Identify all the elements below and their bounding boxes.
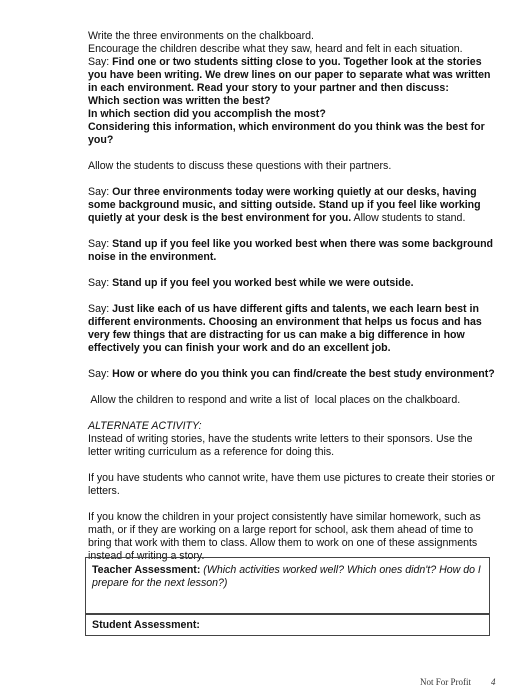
say-paragraph: Say: Stand up if you feel you worked best while we were outside.	[88, 277, 414, 289]
intro-line: Write the three environments on the chalkboard.	[88, 30, 314, 42]
alternate-paragraph: If you have students who cannot write, have them use pictures to create their stories or letters.	[88, 472, 495, 497]
instruction-paragraph: Allow the students to discuss these questions with their partners.	[88, 160, 392, 172]
page-footer	[420, 676, 496, 689]
discussion-question: Which section was written the best?	[88, 95, 271, 107]
document-body	[88, 30, 498, 563]
alternate-paragraph: Instead of writing stories, have the students write letters to their sponsors. Use the letter writing curriculum as a reference for doing this.	[88, 433, 473, 458]
say-paragraph: Say: Find one or two students sitting close to you. Together look at the stories you have been writing. We drew lines on our paper to separate what was written in each environment. Read your story to your partner and then discuss:	[88, 56, 491, 94]
student-assessment-box	[85, 613, 490, 636]
say-paragraph: Say: Just like each of us have different gifts and talents, we each learn best in different environments. Choosing an environment that helps us focus and has very few things that are distracting for us can make a big difference in how effectively you can finish your work and do an excellent job.	[88, 303, 482, 354]
discussion-question: Considering this information, which environment do you think was the best for you?	[88, 121, 485, 146]
instruction-paragraph: Allow the children to respond and write a list of local places on the chalkboard.	[88, 394, 461, 406]
alternate-activity-heading: ALTERNATE ACTIVITY:	[88, 420, 202, 432]
discussion-question: In which section did you accomplish the most?	[88, 108, 326, 120]
say-paragraph: Say: Stand up if you feel like you worked best when there was some background noise in the environment.	[88, 238, 494, 263]
say-paragraph: Say: Our three environments today were working quietly at our desks, having some background music, and sitting outside. Stand up if you feel like working quietly at your desk is the best environment for you. Allow students to stand.	[88, 186, 481, 224]
student-assessment-label: Student Assessment:	[92, 619, 200, 631]
teacher-assessment-prompt: (Which activities worked well? Which ones didn't? How do I prepare for the next lesson?)	[92, 564, 481, 589]
page-number: 4	[491, 677, 496, 687]
intro-line: Encourage the children describe what they saw, heard and felt in each situation.	[88, 43, 463, 55]
alternate-paragraph: If you know the children in your project consistently have similar homework, such as math, or if they are working on a large report for school, ask them ahead of time to bring that work with them to class. Allow them to work on one of these assignments instead of writing a story.	[88, 511, 481, 562]
teacher-assessment-box	[85, 557, 490, 615]
footer-text: Not For Profit	[420, 677, 472, 687]
say-paragraph: Say: How or where do you think you can find/create the best study environment?	[88, 368, 495, 380]
teacher-assessment-label: Teacher Assessment:	[92, 564, 201, 576]
